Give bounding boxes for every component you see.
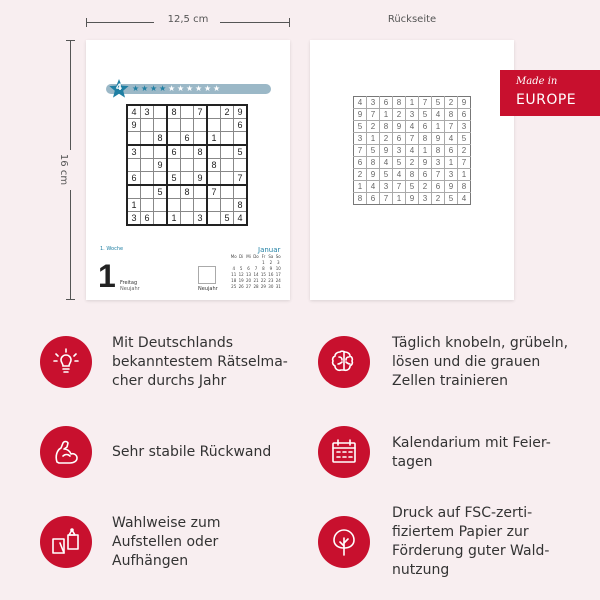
sudoku-cell <box>127 159 141 172</box>
sudoku-cell: 8 <box>419 133 432 145</box>
sudoku-cell <box>167 159 181 172</box>
sudoku-cell: 6 <box>380 97 393 109</box>
sudoku-cell: 3 <box>380 181 393 193</box>
sudoku-cell: 7 <box>419 97 432 109</box>
difficulty-star-icon: ★ <box>186 84 194 93</box>
difficulty-star-icon: ★ <box>204 84 212 93</box>
mini-calendar-cell: 6 <box>247 266 250 271</box>
feature-text-line: Förderung guter Wald- <box>392 543 550 559</box>
sudoku-cell <box>234 185 248 199</box>
sudoku-cell <box>167 132 181 146</box>
sudoku-cell: 6 <box>234 119 248 132</box>
sudoku-cell: 1 <box>380 109 393 121</box>
feature-text-stand-hang <box>112 514 220 571</box>
difficulty-star-icon: ★ <box>159 84 167 93</box>
sudoku-cell <box>181 199 194 212</box>
sudoku-cell <box>207 199 221 212</box>
mini-calendar-cell: 10 <box>275 266 281 271</box>
brain-icon <box>318 336 370 388</box>
mini-calendar-cell: Di <box>239 254 244 259</box>
sudoku-cell <box>194 119 208 132</box>
stand-hang-icon <box>40 516 92 568</box>
sudoku-cell: 8 <box>181 185 194 199</box>
sudoku-cell <box>127 132 141 146</box>
sudoku-cell: 1 <box>393 193 406 205</box>
holiday-label: Neujahr <box>120 286 140 292</box>
sudoku-cell: 2 <box>393 109 406 121</box>
calendar-front-page <box>86 40 290 300</box>
feature-text-line: cher durchs Jahr <box>112 373 227 389</box>
sudoku-cell: 9 <box>406 193 419 205</box>
europe-label: EUROPE <box>516 92 577 108</box>
sudoku-row <box>127 199 247 212</box>
sudoku-cell: 8 <box>354 193 367 205</box>
sudoku-cell: 7 <box>194 105 208 119</box>
mini-calendar-cell: 24 <box>275 278 281 283</box>
mini-calendar-cell: 30 <box>268 284 274 289</box>
feature-text-line: Zellen trainieren <box>392 373 508 389</box>
sudoku-cell: 3 <box>406 109 419 121</box>
sudoku-cell: 2 <box>221 105 234 119</box>
sudoku-cell: 9 <box>127 119 141 132</box>
month-name: Januar <box>258 246 281 254</box>
sudoku-cell <box>221 145 234 159</box>
sudoku-cell <box>181 105 194 119</box>
width-label: 12,5 cm <box>167 14 209 25</box>
sudoku-cell: 5 <box>380 169 393 181</box>
sudoku-cell: 9 <box>234 105 248 119</box>
sudoku-row <box>127 132 247 146</box>
sudoku-cell <box>141 132 154 146</box>
sudoku-cell: 9 <box>458 97 471 109</box>
height-dimension <box>58 40 78 300</box>
sudoku-cell: 3 <box>367 97 380 109</box>
mini-calendar-cell: 8 <box>262 266 265 271</box>
difficulty-star-icon: ★ <box>168 84 176 93</box>
sudoku-cell: 6 <box>354 157 367 169</box>
sudoku-cell: 4 <box>406 121 419 133</box>
day-number: 1 <box>98 258 116 294</box>
sudoku-cell <box>154 212 168 226</box>
sudoku-cell: 9 <box>432 133 445 145</box>
sudoku-cell: 3 <box>127 212 141 226</box>
sudoku-cell: 6 <box>419 169 432 181</box>
sudoku-cell <box>167 119 181 132</box>
sudoku-cell: 7 <box>445 121 458 133</box>
mini-calendar-cell: 26 <box>238 284 244 289</box>
sudoku-cell: 6 <box>432 181 445 193</box>
sudoku-cell <box>141 159 154 172</box>
sudoku-cell: 1 <box>445 157 458 169</box>
lightbulb-icon <box>40 336 92 388</box>
sudoku-cell: 3 <box>445 169 458 181</box>
sudoku-cell: 8 <box>234 199 248 212</box>
sudoku-cell: 2 <box>445 97 458 109</box>
mini-calendar-cell: Fr <box>261 254 266 259</box>
sudoku-cell: 6 <box>127 172 141 186</box>
sudoku-cell: 3 <box>393 145 406 157</box>
sudoku-cell: 8 <box>154 132 168 146</box>
sudoku-cell: 8 <box>367 157 380 169</box>
sudoku-cell: 7 <box>380 193 393 205</box>
sudoku-row <box>127 212 247 226</box>
sudoku-cell: 2 <box>406 157 419 169</box>
sudoku-row <box>354 133 471 145</box>
mini-calendar-cell <box>252 260 259 265</box>
sudoku-cell: 4 <box>380 157 393 169</box>
feature-text-line: Mit Deutschlands <box>112 335 234 351</box>
sudoku-cell: 1 <box>354 181 367 193</box>
mini-calendar-cell: 7 <box>254 266 258 271</box>
difficulty-star-icon: ★ <box>213 84 221 93</box>
sudoku-cell <box>141 119 154 132</box>
sudoku-cell: 9 <box>367 169 380 181</box>
sudoku-cell: 4 <box>354 97 367 109</box>
sudoku-cell <box>207 145 221 159</box>
sudoku-cell: 1 <box>419 145 432 157</box>
sudoku-row <box>127 185 247 199</box>
feature-list <box>0 310 600 600</box>
mini-calendar-cell: 5 <box>239 266 243 271</box>
sudoku-cell: 3 <box>419 193 432 205</box>
sudoku-cell: 2 <box>380 133 393 145</box>
secondary-holiday-label: Neujahr <box>198 286 218 292</box>
sudoku-cell: 6 <box>393 133 406 145</box>
sudoku-cell: 5 <box>167 172 181 186</box>
sudoku-cell: 7 <box>367 109 380 121</box>
sudoku-cell: 5 <box>354 121 367 133</box>
mini-calendar-cell: Sa <box>268 254 274 259</box>
sudoku-cell: 4 <box>367 181 380 193</box>
sudoku-cell <box>141 172 154 186</box>
sudoku-cell: 5 <box>393 157 406 169</box>
mini-calendar-cell <box>245 260 252 265</box>
feature-text-line: Aufhängen <box>112 553 189 569</box>
mini-calendar-cell: 15 <box>260 272 266 277</box>
sudoku-cell: 1 <box>432 121 445 133</box>
sudoku-cell <box>194 159 208 172</box>
mini-calendar-cell: So <box>275 254 281 259</box>
sudoku-row <box>354 121 471 133</box>
sudoku-cell: 7 <box>406 133 419 145</box>
mini-calendar-cell: 13 <box>246 272 252 277</box>
sudoku-cell <box>181 212 194 226</box>
sudoku-cell: 2 <box>354 169 367 181</box>
mini-calendar-cell: 28 <box>253 284 259 289</box>
mini-calendar-cell: 27 <box>246 284 252 289</box>
sudoku-cell: 9 <box>419 157 432 169</box>
sudoku-cell <box>167 199 181 212</box>
sudoku-row <box>127 159 247 172</box>
sudoku-cell <box>154 172 168 186</box>
sudoku-cell: 9 <box>380 145 393 157</box>
sudoku-cell: 6 <box>458 109 471 121</box>
sudoku-cell: 6 <box>367 193 380 205</box>
sudoku-cell: 2 <box>367 121 380 133</box>
sudoku-cell: 3 <box>354 133 367 145</box>
sudoku-cell: 1 <box>127 199 141 212</box>
sudoku-cell: 8 <box>167 105 181 119</box>
sudoku-cell <box>141 145 154 159</box>
mini-calendar-cell: 12 <box>238 272 244 277</box>
sudoku-cell <box>154 145 168 159</box>
sudoku-cell: 4 <box>127 105 141 119</box>
mini-calendar-cell: 14 <box>253 272 259 277</box>
sudoku-cell: 5 <box>234 145 248 159</box>
sudoku-cell: 3 <box>194 212 208 226</box>
sudoku-cell <box>167 185 181 199</box>
mini-calendar-cell: 16 <box>268 272 274 277</box>
sudoku-cell <box>181 159 194 172</box>
sudoku-cell <box>154 199 168 212</box>
sudoku-cell: 3 <box>141 105 154 119</box>
feature-text-line: Wahlweise zum <box>112 515 221 531</box>
feature-text-calendar <box>392 434 551 472</box>
mini-calendar-cell: Do <box>253 254 259 259</box>
sudoku-row <box>354 97 471 109</box>
sudoku-cell: 6 <box>141 212 154 226</box>
feature-text-line: bekanntestem Rätselma- <box>112 354 288 370</box>
made-in-label: Made in <box>516 76 558 87</box>
mini-calendar-cell <box>230 260 237 265</box>
mini-calendar-cell: Mi <box>246 254 251 259</box>
strong-arm-icon <box>40 426 92 478</box>
sudoku-cell: 8 <box>445 109 458 121</box>
sudoku-cell <box>154 119 168 132</box>
sudoku-cell: 2 <box>419 181 432 193</box>
sudoku-cell <box>221 132 234 146</box>
sudoku-cell: 7 <box>354 145 367 157</box>
sudoku-cell: 8 <box>458 181 471 193</box>
sudoku-cell: 4 <box>458 193 471 205</box>
mini-calendar-cell: 29 <box>260 284 266 289</box>
back-side-label: Rückseite <box>387 14 437 25</box>
weekday-label: Freitag <box>120 280 138 286</box>
calendar-icon <box>318 426 370 478</box>
sudoku-cell: 4 <box>406 145 419 157</box>
sudoku-cell: 8 <box>406 169 419 181</box>
feature-text-line: lösen und die grauen <box>392 354 541 370</box>
sudoku-cell: 6 <box>167 145 181 159</box>
feature-text-line: fiziertem Papier zur <box>392 524 529 540</box>
sudoku-cell <box>207 119 221 132</box>
feature-text-line: tagen <box>392 454 433 470</box>
mini-calendar-cell <box>237 260 244 265</box>
sudoku-cell <box>181 119 194 132</box>
sudoku-cell: 8 <box>207 159 221 172</box>
feature-text-line: Aufstellen oder <box>112 534 219 550</box>
sudoku-cell: 1 <box>458 169 471 181</box>
sudoku-cell: 9 <box>393 121 406 133</box>
mini-calendar-cell: 9 <box>269 266 273 271</box>
sudoku-cell <box>127 185 141 199</box>
decorative-symbol <box>198 266 216 284</box>
sudoku-cell: 3 <box>127 145 141 159</box>
sudoku-cell <box>141 185 154 199</box>
mini-calendar-cell: 20 <box>246 278 252 283</box>
sudoku-row <box>354 157 471 169</box>
sudoku-cell: 1 <box>367 133 380 145</box>
feature-text-fsc-paper <box>392 504 549 580</box>
sudoku-cell: 4 <box>445 133 458 145</box>
tree-icon <box>318 516 370 568</box>
mini-calendar-cell: 25 <box>231 284 237 289</box>
sudoku-row <box>354 145 471 157</box>
sudoku-row <box>127 105 247 119</box>
sudoku-cell <box>141 199 154 212</box>
difficulty-number: 4 <box>115 83 123 93</box>
mini-calendar-cell: 4 <box>232 266 235 271</box>
sudoku-cell: 8 <box>194 145 208 159</box>
width-dimension <box>86 14 290 30</box>
sudoku-cell: 6 <box>419 121 432 133</box>
sudoku-cell <box>194 199 208 212</box>
sudoku-cell: 1 <box>207 132 221 146</box>
sudoku-cell: 5 <box>221 212 234 226</box>
sudoku-cell: 1 <box>406 97 419 109</box>
mini-calendar-cell: 19 <box>238 278 244 283</box>
sudoku-cell: 9 <box>194 172 208 186</box>
sudoku-cell <box>207 105 221 119</box>
sudoku-cell <box>207 172 221 186</box>
sudoku-cell <box>221 119 234 132</box>
mini-calendar-cell: 31 <box>275 284 281 289</box>
sudoku-cell: 4 <box>234 212 248 226</box>
mini-calendar-cell: 21 <box>253 278 259 283</box>
sudoku-cell <box>221 172 234 186</box>
sudoku-cell: 2 <box>432 193 445 205</box>
sudoku-solution-grid <box>353 96 471 205</box>
sudoku-cell <box>194 132 208 146</box>
difficulty-star-icon: ★ <box>195 84 203 93</box>
mini-calendar-cell: 3 <box>277 260 280 265</box>
sudoku-row <box>127 145 247 159</box>
feature-text-brain-training <box>392 334 568 391</box>
mini-calendar-cell: 22 <box>260 278 266 283</box>
sudoku-row <box>127 172 247 186</box>
sudoku-cell: 8 <box>393 97 406 109</box>
sudoku-cell: 7 <box>207 185 221 199</box>
sudoku-cell: 7 <box>458 157 471 169</box>
height-label: 16 cm <box>58 153 70 186</box>
difficulty-star-icon: ★ <box>150 84 158 93</box>
feature-text-puzzle-maker <box>112 334 288 391</box>
feature-text-line: Sehr stabile Rückwand <box>112 444 272 460</box>
mini-calendar-cell: 17 <box>275 272 281 277</box>
sudoku-cell <box>207 212 221 226</box>
sudoku-puzzle-grid <box>126 104 248 226</box>
week-label: 1. Woche <box>100 246 124 252</box>
mini-calendar-cell: Mo <box>230 254 237 259</box>
sudoku-cell: 5 <box>419 109 432 121</box>
sudoku-cell: 5 <box>367 145 380 157</box>
sudoku-cell: 7 <box>234 172 248 186</box>
sudoku-cell: 4 <box>432 109 445 121</box>
sudoku-row <box>354 109 471 121</box>
sudoku-row <box>354 193 471 205</box>
sudoku-row <box>127 119 247 132</box>
mini-calendar <box>230 254 282 289</box>
sudoku-cell <box>194 185 208 199</box>
mini-calendar-cell: 23 <box>268 278 274 283</box>
sudoku-row <box>354 181 471 193</box>
difficulty-star-icon: ★ <box>177 84 185 93</box>
sudoku-cell: 4 <box>393 169 406 181</box>
difficulty-star-icon: ★ <box>141 84 149 93</box>
feature-text-line: nutzung <box>392 562 450 578</box>
feature-text-line: Druck auf FSC-zerti- <box>392 505 533 521</box>
sudoku-cell <box>221 185 234 199</box>
sudoku-cell <box>181 172 194 186</box>
sudoku-cell <box>154 105 168 119</box>
sudoku-cell: 3 <box>432 157 445 169</box>
sudoku-cell <box>234 132 248 146</box>
sudoku-cell <box>181 145 194 159</box>
sudoku-cell: 1 <box>167 212 181 226</box>
sudoku-cell: 5 <box>458 133 471 145</box>
feature-text-line: Kalendarium mit Feier- <box>392 435 551 451</box>
sudoku-cell: 7 <box>393 181 406 193</box>
sudoku-cell: 5 <box>406 181 419 193</box>
mini-calendar-cell: 18 <box>231 278 237 283</box>
mini-calendar-cell: 1 <box>262 260 265 265</box>
calendar-back-page <box>310 40 514 300</box>
difficulty-star-icon: ★ <box>132 84 140 93</box>
sudoku-cell: 8 <box>380 121 393 133</box>
difficulty-badge <box>108 78 130 100</box>
sudoku-cell: 6 <box>445 145 458 157</box>
sudoku-cell: 9 <box>445 181 458 193</box>
made-in-europe-badge <box>500 70 600 116</box>
sudoku-cell: 5 <box>445 193 458 205</box>
sudoku-row <box>354 169 471 181</box>
sudoku-cell: 7 <box>432 169 445 181</box>
sudoku-cell: 2 <box>458 145 471 157</box>
sudoku-cell: 5 <box>432 97 445 109</box>
sudoku-cell: 5 <box>154 185 168 199</box>
sudoku-cell <box>234 159 248 172</box>
sudoku-cell <box>221 159 234 172</box>
mini-calendar-cell: 2 <box>269 260 273 265</box>
sudoku-cell <box>221 199 234 212</box>
sudoku-cell: 6 <box>181 132 194 146</box>
sudoku-cell: 9 <box>354 109 367 121</box>
sudoku-cell: 3 <box>458 121 471 133</box>
sudoku-cell: 8 <box>432 145 445 157</box>
sudoku-cell: 9 <box>154 159 168 172</box>
feature-text-stable-back <box>112 443 271 462</box>
mini-calendar-cell: 11 <box>231 272 237 277</box>
feature-text-line: Täglich knobeln, grübeln, <box>392 335 569 351</box>
